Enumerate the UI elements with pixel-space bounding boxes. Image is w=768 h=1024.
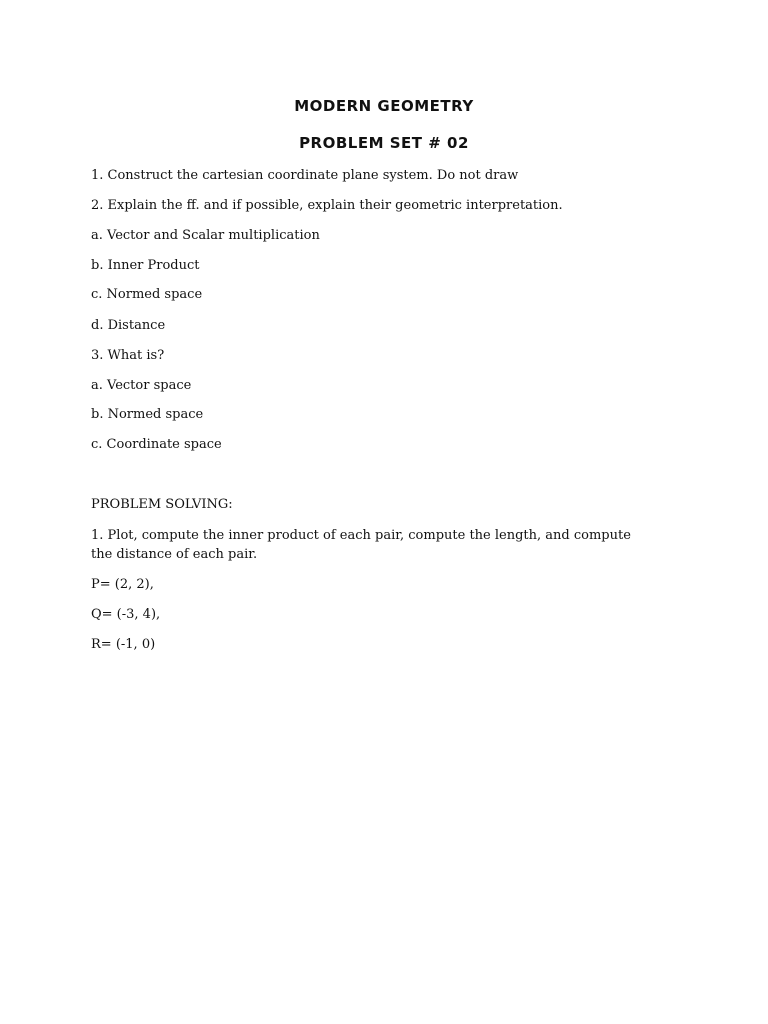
question-2: 2. Explain the ff. and if possible, explain their geometric interpretation.: [91, 198, 563, 213]
point-p: P= (2, 2),: [91, 577, 154, 592]
document-title: MODERN GEOMETRY: [294, 97, 474, 115]
point-r: R= (-1, 0): [91, 637, 156, 652]
point-q: Q= (-3, 4),: [91, 607, 161, 622]
question-3c: c. Coordinate space: [91, 437, 222, 452]
question-2a: a. Vector and Scalar multiplication: [91, 228, 320, 243]
question-3: 3. What is?: [91, 348, 165, 363]
question-3b: b. Normed space: [91, 407, 204, 422]
question-2b: b. Inner Product: [91, 258, 200, 273]
question-2d: d. Distance: [91, 318, 166, 333]
question-3a: a. Vector space: [91, 378, 192, 393]
question-2c: c. Normed space: [91, 287, 203, 302]
problem-solving-heading: PROBLEM SOLVING:: [91, 497, 233, 512]
problem-set-title: PROBLEM SET # 02: [299, 134, 469, 152]
problem-solving-instruction: 1. Plot, compute the inner product of each pair, compute the length, and compute the distance of each pair.: [91, 528, 631, 562]
question-1: 1. Construct the cartesian coordinate plane system. Do not draw: [91, 168, 519, 183]
